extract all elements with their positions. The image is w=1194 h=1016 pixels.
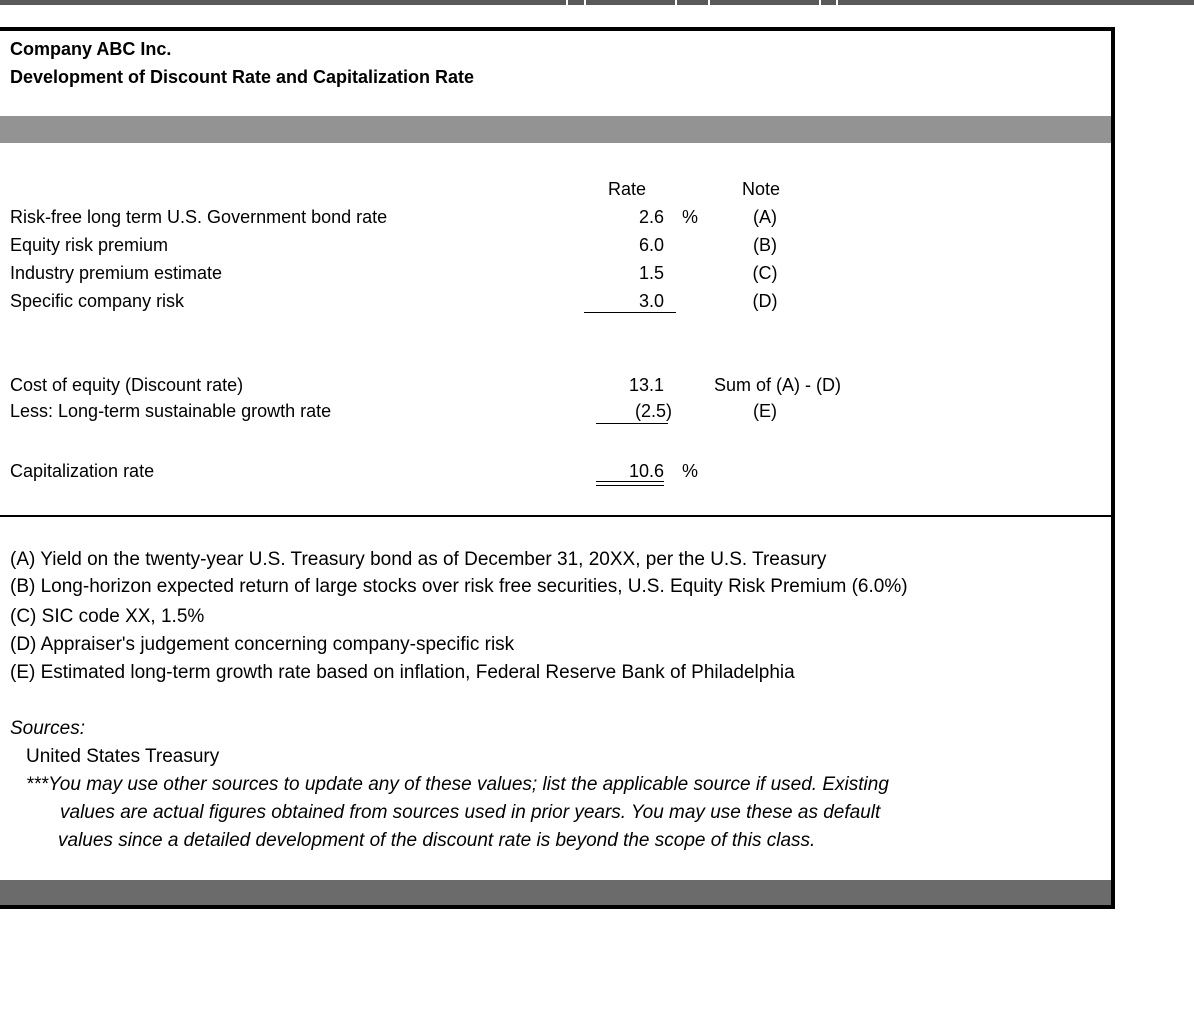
row-label-specific-company-risk: Specific company risk xyxy=(10,291,185,311)
note-d: (D) xyxy=(752,291,778,311)
row-label-industry-premium: Industry premium estimate xyxy=(10,263,223,283)
footnote-b: (B) Long-horizon expected return of large stocks over risk free securities, U.S. Equity Risk Premium (6.0%) xyxy=(10,576,908,597)
rate-cost-of-equity: 13.1 xyxy=(628,375,664,395)
sources-note-line-1: ***You may use other sources to update any of these values; list the applicable source if used. Existing xyxy=(26,774,889,795)
footnote-a: (A) Yield on the twenty-year U.S. Treasury bond as of December 31, 20XX, per the U.S. Treasury xyxy=(10,549,827,570)
rate-column-header: Rate xyxy=(608,179,647,199)
column-tick xyxy=(819,0,821,5)
source-item: United States Treasury xyxy=(26,746,220,767)
footnote-e: (E) Estimated long-term growth rate based on inflation, Federal Reserve Bank of Philadelphia xyxy=(10,662,795,683)
note-a: (A) xyxy=(753,207,777,227)
header-band xyxy=(0,116,1111,143)
rate-capitalization: 10.6 xyxy=(628,461,664,481)
column-tick xyxy=(675,0,677,5)
section-divider xyxy=(0,515,1111,517)
row-label-growth-rate: Less: Long-term sustainable growth rate xyxy=(10,401,332,421)
rate-risk-free: 2.6 xyxy=(638,207,664,227)
rate-specific-company-risk: 3.0 xyxy=(638,291,664,311)
column-tick xyxy=(708,0,710,5)
company-title: Company ABC Inc. xyxy=(10,39,172,59)
row-label-capitalization-rate: Capitalization rate xyxy=(10,461,155,481)
double-underline-top xyxy=(596,481,664,482)
note-e: (E) xyxy=(753,401,777,421)
note-c: (C) xyxy=(752,263,778,283)
note-column-header: Note xyxy=(742,179,781,199)
percent-sign: % xyxy=(682,461,699,481)
footnote-d: (D) Appraiser's judgement concerning company-specific risk xyxy=(10,634,515,655)
sources-note-line-2: values are actual figures obtained from sources used in prior years. You may use these as default xyxy=(60,802,881,823)
note-b: (B) xyxy=(753,235,777,255)
rate-industry-premium: 1.5 xyxy=(638,263,664,283)
sources-note-line-3: values since a detailed development of the discount rate is beyond the scope of this class. xyxy=(58,830,816,851)
footer-band xyxy=(0,880,1111,905)
growth-underline xyxy=(596,423,668,424)
note-sum-a-d: Sum of (A) - (D) xyxy=(714,375,842,395)
percent-sign: % xyxy=(682,207,699,227)
sheet-subtitle: Development of Discount Rate and Capitalization Rate xyxy=(10,67,475,87)
worksheet-frame xyxy=(0,27,1115,909)
row-label-equity-risk-premium: Equity risk premium xyxy=(10,235,169,255)
row-label-risk-free-rate: Risk-free long term U.S. Government bond rate xyxy=(10,207,388,227)
rate-equity-risk-premium: 6.0 xyxy=(638,235,664,255)
top-border-line xyxy=(0,0,1194,5)
sources-heading: Sources: xyxy=(10,718,85,739)
rate-growth: (2.5) xyxy=(634,401,672,421)
footnote-c: (C) SIC code XX, 1.5% xyxy=(10,606,205,627)
column-tick xyxy=(566,0,568,5)
column-tick xyxy=(836,0,838,5)
row-label-cost-of-equity: Cost of equity (Discount rate) xyxy=(10,375,244,395)
column-tick xyxy=(584,0,586,5)
subtotal-underline xyxy=(584,312,676,313)
double-underline-bottom xyxy=(596,485,664,486)
